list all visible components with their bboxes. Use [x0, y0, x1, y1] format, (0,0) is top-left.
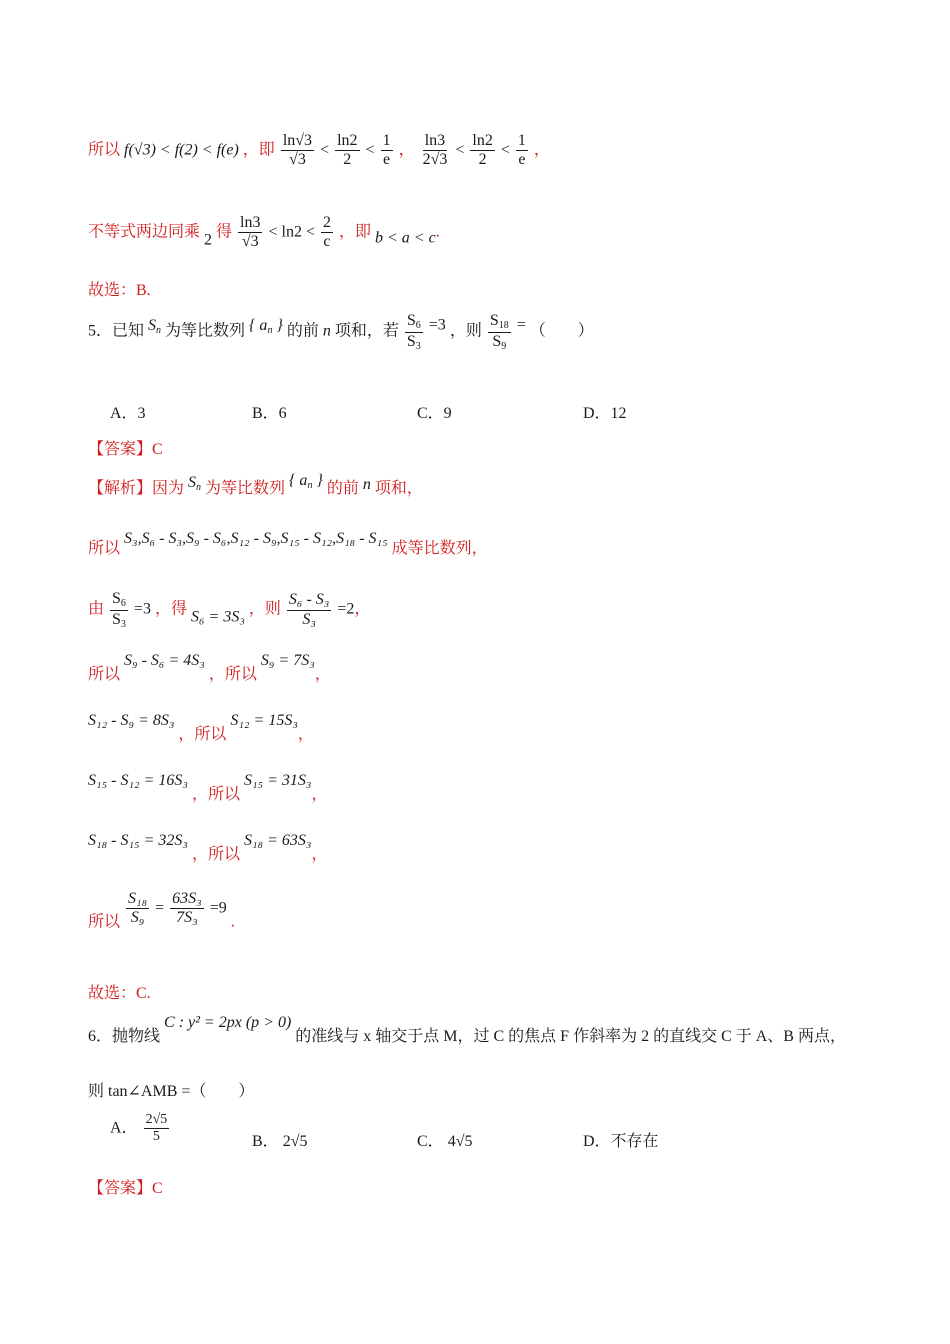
text-you: 由	[88, 600, 105, 618]
fraction-2-c: $\frac{2}{c}$	[322, 214, 331, 251]
text-suoyi: 所以	[88, 913, 121, 931]
q6-option-b[interactable]	[252, 1128, 307, 1151]
explanation-line-5: S₁₂ - S₉ = 8S₃ ，所以 S₁₂ = 15S₃，	[88, 712, 314, 743]
eq-s6-3s3: S₆ = 3S₃	[190, 608, 245, 626]
factor-2: 2	[204, 231, 213, 249]
explanation-line-1	[88, 472, 423, 498]
eq-s12: S₁₂ = 15S₃	[230, 712, 298, 729]
eq-s12-s9: S₁₂ - S₉ = 8S₃	[88, 712, 175, 729]
fraction-2sqrt5-5: $\frac{2√5}{5}$	[145, 1112, 168, 1145]
equals-3: =3	[428, 316, 446, 334]
text-de: ，得	[154, 600, 187, 618]
q5-answer-blank: （ ）	[529, 322, 594, 340]
option-b[interactable]: B．6	[252, 405, 287, 422]
text-suoyi: ，所以	[191, 786, 240, 803]
fraction-s6-minus-s3: $\frac{\text{S₆ - S₃}}{\text{S₃}}$	[288, 591, 330, 628]
text-de: 得	[216, 223, 233, 241]
q6-option-a[interactable]	[110, 1112, 171, 1145]
conclusion-line-1	[88, 132, 550, 170]
fraction-ln3-sqrt3: $\frac{\ln 3}{√3}$	[240, 214, 261, 251]
answer-select-b: 故选：B.	[88, 282, 151, 299]
option-label: A．	[110, 1119, 138, 1137]
q5-text-sum: 项和，若	[334, 322, 399, 340]
fraction-s6-s3: $\frac{S_6}{S_3}$	[406, 312, 421, 352]
explanation-line-6: S₁₅ - S₁₂ = 16S₃ ，所以 S₁₅ = 31S₃，	[88, 772, 328, 803]
text-suoyi: 所以	[88, 141, 121, 159]
text-ze: ，则	[248, 600, 281, 618]
option-label: C．	[417, 1133, 444, 1150]
option-a[interactable]: A．3	[110, 405, 146, 422]
fraction-s6-s3: $\frac{S_6}{S_3}$	[112, 590, 126, 630]
comma: ，	[533, 141, 550, 159]
question-6	[88, 1014, 846, 1046]
q6-prefix: 6．抛物线	[88, 1028, 161, 1045]
text-suoyi: ，所以	[191, 846, 240, 863]
option-label: B．	[252, 1133, 279, 1150]
lt-sign: <	[365, 141, 375, 159]
text-suoyi: ，所以	[208, 666, 257, 683]
ex-text-front: 的前	[326, 480, 359, 497]
value-2sqrt5: 2√5	[282, 1133, 308, 1150]
equals-2: =2	[337, 600, 355, 618]
value-4sqrt5: 4√5	[447, 1133, 473, 1150]
eq-s9-s6: S₉ - S₆ = 4S₃	[124, 652, 205, 669]
fraction-63s3-7s3: $\frac{\text{63S₃}}{\text{7S₃}}$	[172, 890, 202, 927]
sequence-an: { $a_n$ }	[289, 472, 323, 491]
option-d[interactable]: D．12	[583, 405, 627, 422]
result-b-a-c: b < a < c	[375, 229, 436, 247]
fraction-1-e: $\frac{1}{e}$	[382, 132, 391, 169]
lt-ln2-lt: < ln2 <	[268, 223, 315, 241]
conclusion-line-2	[88, 214, 440, 252]
text-geometric-seq: 成等比数列，	[391, 540, 488, 557]
answer-select-c: 故选：C.	[88, 985, 151, 1002]
explanation-line-3	[88, 590, 370, 630]
lt-sign: <	[500, 141, 510, 159]
fraction-ln-sqrt3: $\frac{\ln√3}{√3}$	[282, 132, 313, 169]
question-6-line-2: 则 tan∠AMB =（ ）	[88, 1083, 255, 1100]
eq-s15-s12: S₁₅ - S₁₂ = 16S₃	[88, 772, 188, 789]
q6-option-c[interactable]	[417, 1128, 472, 1151]
equals: =	[155, 899, 165, 917]
text-multiply: 不等式两边同乘	[88, 223, 201, 241]
eq-s18-s15: S₁₈ - S₁₅ = 32S₃	[88, 832, 188, 849]
q5-text-geometric: 为等比数列	[165, 322, 246, 340]
sequence-an: { $a_n$ }	[249, 316, 283, 336]
option-c[interactable]: C．9	[417, 405, 452, 422]
result-9: =9	[209, 899, 227, 917]
answer-5: 【答案】C	[88, 441, 163, 458]
lt-sign: <	[320, 141, 330, 159]
math-inequality-f: f(√3) < f(2) < f(e)	[124, 141, 239, 159]
fraction-s18-s9: $\frac{S_{18}}{S_9}$	[489, 312, 509, 352]
answer-6: 【答案】C	[88, 1180, 163, 1197]
explanation-line-4: 所以 S₉ - S₆ = 4S₃ ，所以 S₉ = 7S₃，	[88, 652, 331, 683]
sn-symbol: $S_n$	[188, 474, 202, 493]
q5-text-front: 的前	[286, 322, 319, 340]
question-5	[88, 312, 594, 352]
explanation-line-8	[88, 890, 235, 932]
explanation-line-2	[88, 530, 488, 558]
eq-s9: S₉ = 7S₃	[260, 652, 315, 669]
sn-symbol: $S_n$	[148, 316, 162, 336]
fraction-1-e: $\frac{1}{e}$	[517, 132, 526, 169]
text-suoyi: 所以	[88, 666, 121, 683]
eq-s15: S₁₅ = 31S₃	[243, 772, 312, 789]
text-suoyi: 所以	[88, 540, 121, 557]
parabola-equation: C : y² = 2px (p > 0)	[164, 1014, 292, 1031]
lt-sign: <	[455, 141, 465, 159]
equals: =	[516, 316, 526, 334]
period: .	[230, 913, 235, 931]
q5-text-then: ，则	[449, 322, 482, 340]
n-symbol: n	[322, 322, 331, 340]
ex-text-sum: 项和，	[374, 480, 423, 497]
q6-text: 的准线与 x 轴交于点 M，过 C 的焦点 F 作斜率为 2 的直线交 C 于 A、B 两点，	[295, 1028, 846, 1045]
fraction-ln2: $\frac{\ln 2}{2}$	[337, 132, 358, 169]
comma: ，	[354, 600, 371, 618]
q5-prefix: 5．已知	[88, 322, 145, 340]
ex-text-geometric: 为等比数列	[205, 480, 286, 497]
eq-s18: S₁₈ = 63S₃	[243, 832, 312, 849]
q6-option-d[interactable]: D．不存在	[583, 1133, 659, 1150]
fraction-s18-s9: $\frac{\text{S₁₈}}{\text{S₉}}$	[128, 890, 148, 927]
fraction-ln2: $\frac{\ln 2}{2}$	[472, 132, 493, 169]
n-symbol: n	[362, 476, 371, 493]
partial-sums-sequence: S₃,S₆ - S₃,S₉ - S₆,S₁₂ - S₉,S₁₅ - S₁₂,S₁₈ - S₁₅	[124, 530, 388, 547]
period: .	[435, 223, 440, 241]
comma: ，	[398, 141, 415, 159]
text-suoyi: ，所以	[178, 726, 227, 743]
text-ji: ，即	[242, 141, 275, 159]
text-ji: ，即	[338, 223, 371, 241]
fraction-ln3-2sqrt3: $\frac{\ln 3}{2√3}$	[422, 132, 448, 169]
ex-prefix: 【解析】因为	[88, 480, 185, 497]
explanation-line-7: S₁₈ - S₁₅ = 32S₃ ，所以 S₁₈ = 63S₃，	[88, 832, 328, 863]
equals-3: =3	[133, 600, 151, 618]
